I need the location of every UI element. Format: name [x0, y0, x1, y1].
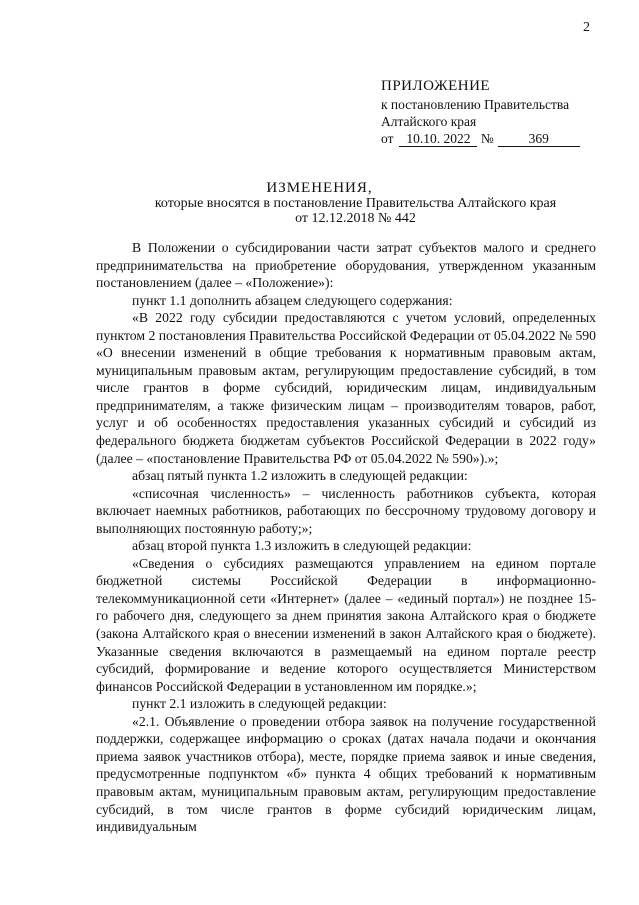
paragraph: пункт 1.1 дополнить абзацем следующего содержания: [132, 292, 453, 308]
paragraph: В Положении о субсидировании части затрат субъектов малого и среднего предпринимательства на приобретение оборудования, утвержденном указанным постановлением (далее – «Положение»): [96, 240, 596, 291]
number-sign: № [480, 131, 494, 146]
paragraph: «В 2022 году субсидии предоставляются с учетом условий, определенных пунктом 2 постановления Правительства Российской Федерации от 05.04.2022 № 590 «О внесении изменений в общие требования к нормативным правовым актам, муниципальным правовым актам, регулирующим предоставление субсидий, в том числе грантов в форме субсидий, юридическим лицам, индивидуальным предпринимателям, а также физическим лицам – производителям товаров, работ, услуг и об особенностях предоставления указанных субсидий и субсидий из федерального бюджета бюджетам субъектов Российской Федерации в 2022 году» (далее – «постановление Правительства РФ от 05.04.2022 № 590»).»; [96, 310, 596, 466]
decree-date: 10.10. 2022 [399, 132, 477, 147]
paragraph: «списочная численность» – численность работников субъекта, которая включает наемных работников, работающих по бессрочному трудовому договору и выполняющих постоянную работу;»; [96, 485, 596, 536]
title-line-1: ИЗМЕНЕНИЯ, [266, 180, 373, 196]
appendix-block [381, 78, 580, 147]
appendix-heading: ПРИЛОЖЕНИЕ [381, 78, 491, 94]
paragraph: абзац второй пункта 1.3 изложить в следующей редакции: [132, 538, 472, 554]
title-line-3: от 12.12.2018 № 442 [295, 211, 416, 226]
appendix-date-line [381, 130, 580, 147]
paragraph: «2.1. Объявление о проведении отбора заявок на получение государственной поддержки, содержащее информацию о сроках (датах начала подачи и окончания приема заявок участников отбора), месте, порядке приема заявок и иные сведения, предусмотренные подпунктом «б» пункта 4 общих требований к нормативным правовым актам, муниципальным правовым актам, регулирующим предоставление субсидий, в том числе грантов в форме субсидий юридическим лицам, индивидуальным [96, 713, 596, 835]
title-line-2: которые вносятся в постановление Правительства Алтайского края [154, 196, 557, 211]
paragraph: «Сведения о субсидиях размещаются управлением на едином портале бюджетной системы Российской Федерации в информационно-телекоммуникационной сети «Интернет» (далее – «единый портал») не позднее 15-го рабочего дня, следующего за днем принятия закона Алтайского края о бюджете (закона Алтайского края о внесении изменений в закон Алтайского края о бюджете). Указанные сведения включаются в размещаемый на едином портале реестр субсидий, формирование и ведение которого осуществляется Министерством финансов Российской Федерации в установленном им порядке.»; [96, 555, 596, 694]
document-title [0, 181, 639, 226]
page-number: 2 [583, 20, 590, 35]
date-prefix: от [381, 131, 394, 146]
decree-number: 369 [498, 132, 580, 147]
appendix-line-2: Алтайского края [381, 114, 477, 129]
paragraph: пункт 2.1 изложить в следующей редакции: [132, 696, 387, 712]
document-body [96, 239, 596, 836]
paragraph: абзац пятый пункта 1.2 изложить в следующей редакции: [132, 468, 468, 484]
appendix-line-1: к постановлению Правительства [381, 97, 570, 112]
